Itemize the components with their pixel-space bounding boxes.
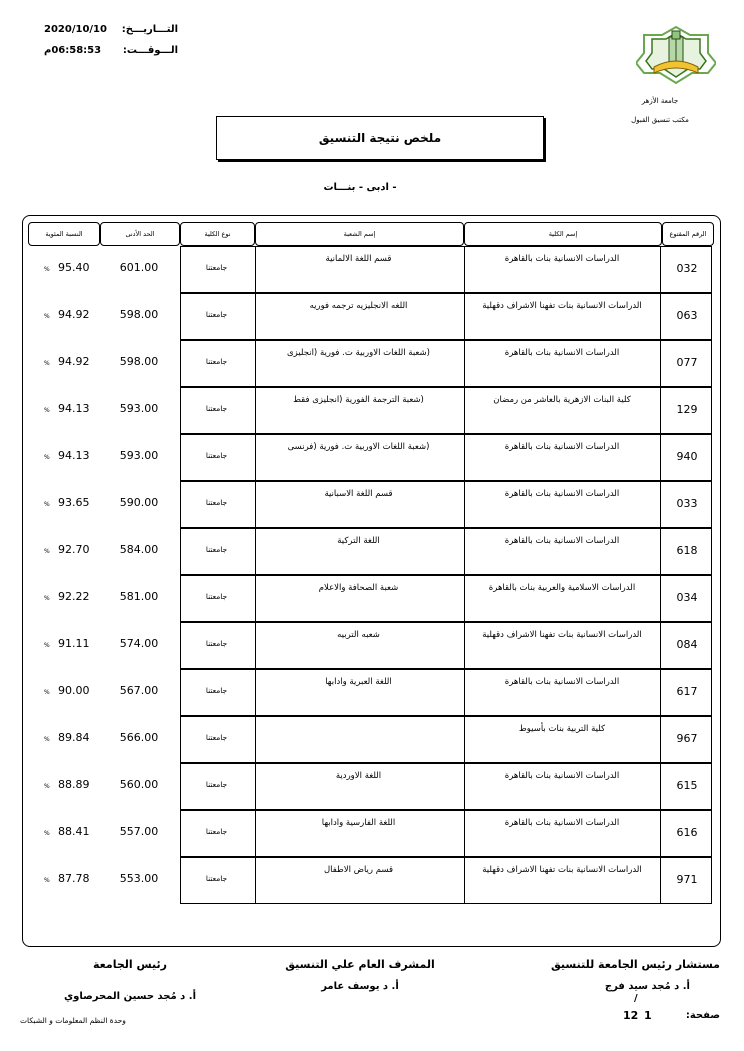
- university-logo: [636, 25, 716, 87]
- cell-pct-sign: %: [44, 736, 50, 743]
- cell-type: جامعتنا: [205, 357, 228, 366]
- cell-pct: 89.84: [58, 731, 90, 744]
- cell-min: 581.00: [119, 590, 159, 603]
- cell-pct: 93.65: [58, 496, 90, 509]
- cell-pct-sign: %: [44, 313, 50, 320]
- cell-pct: 88.41: [58, 825, 90, 838]
- column-divider: [660, 810, 661, 857]
- cell-min: 601.00: [119, 261, 159, 274]
- cell-code: 615: [676, 779, 698, 792]
- cell-college: كلية التربية بنات بأسيوط: [518, 724, 606, 734]
- cell-type: جامعتنا: [205, 874, 228, 883]
- col-header-type: [180, 222, 255, 246]
- cell-pct-sign: %: [44, 642, 50, 649]
- cell-type: جامعتنا: [205, 404, 228, 413]
- col-header-code-label: الرقم المقتوع: [669, 230, 707, 238]
- column-divider: [660, 434, 661, 481]
- column-divider: [660, 763, 661, 810]
- cell-college: الدراسات الانسانية بنات تفهنا الاشراف دقهلية: [482, 865, 642, 875]
- cell-pct-sign: %: [44, 501, 50, 508]
- cell-type: جامعتنا: [205, 451, 228, 460]
- cell-code: 084: [676, 638, 698, 651]
- cell-type: جامعتنا: [205, 498, 228, 507]
- cell-college: الدراسات الانسانية بنات بالقاهرة: [504, 771, 620, 781]
- cell-pct: 94.92: [58, 308, 90, 321]
- cell-code: 129: [676, 403, 698, 416]
- column-divider: [660, 857, 661, 904]
- col-header-type-label: نوع الكلية: [204, 230, 231, 238]
- cell-type: جامعتنا: [205, 545, 228, 554]
- col-header-min: [100, 222, 180, 246]
- cell-code: 617: [676, 685, 698, 698]
- cell-type: جامعتنا: [205, 592, 228, 601]
- signature-2-name: أ. د يوسف عامر: [321, 981, 399, 992]
- cell-pct-sign: %: [44, 689, 50, 696]
- column-divider: [660, 293, 661, 340]
- cell-min: 566.00: [119, 731, 159, 744]
- column-divider: [660, 716, 661, 763]
- col-header-college-label: إسم الكلية: [548, 230, 578, 238]
- column-divider: [660, 481, 661, 528]
- cell-branch: اللغه الانجليزيه ترجمه فوريه: [309, 301, 408, 311]
- cell-pct: 94.13: [58, 402, 90, 415]
- cell-pct: 92.22: [58, 590, 90, 603]
- cell-type: جامعتنا: [205, 827, 228, 836]
- time-label: الـــوقـــت:: [122, 45, 178, 56]
- cell-college: كلية البنات الازهرية بالعاشر من رمضان: [493, 395, 631, 405]
- cell-branch: اللغة العبرية وادابها: [325, 677, 392, 687]
- cell-code: 034: [676, 591, 698, 604]
- cell-branch: اللغة التركية: [337, 536, 380, 546]
- cell-type: جامعتنا: [205, 733, 228, 742]
- page-current: 1: [644, 1009, 652, 1022]
- cell-type: جامعتنا: [205, 263, 228, 272]
- cell-code: 063: [676, 309, 698, 322]
- cell-code: 077: [676, 356, 698, 369]
- time-value: 06:58:53م: [44, 45, 102, 56]
- signature-1-name: أ. د مُجد سيد فرج: [604, 981, 690, 992]
- cell-pct-sign: %: [44, 454, 50, 461]
- cell-branch: اللغة الاوردية: [335, 771, 382, 781]
- cell-pct-sign: %: [44, 407, 50, 414]
- cell-branch: (شعبة الترجمة الفورية (انجليزى فقط: [293, 395, 424, 405]
- cell-type: جامعتنا: [205, 780, 228, 789]
- column-divider: [660, 387, 661, 434]
- col-header-pct: [28, 222, 100, 246]
- cell-college: الدراسات الانسانية بنات بالقاهرة: [504, 489, 620, 499]
- col-header-college: [464, 222, 662, 246]
- org-name: جامعة الأزهر: [641, 97, 679, 105]
- cell-code: 971: [676, 873, 698, 886]
- cell-branch: (شعبة اللغات الاوربية ت. فورية (فرنسى: [287, 442, 430, 452]
- date-value: 2020/10/10: [44, 24, 107, 35]
- cell-min: 567.00: [119, 684, 159, 697]
- column-divider: [660, 528, 661, 575]
- date-label: التـــاريـــخ:: [121, 24, 178, 35]
- col-header-code: [662, 222, 714, 246]
- cell-college: الدراسات الانسانية بنات بالقاهرة: [504, 254, 620, 264]
- cell-pct: 90.00: [58, 684, 90, 697]
- cell-branch: قسم رياض الاطفال: [323, 865, 394, 875]
- cell-min: 557.00: [119, 825, 159, 838]
- cell-pct: 87.78: [58, 872, 90, 885]
- col-header-pct-label: النسبة المئوية: [45, 230, 83, 238]
- cell-college: الدراسات الانسانية بنات بالقاهرة: [504, 677, 620, 687]
- cell-min: 598.00: [119, 355, 159, 368]
- cell-college: الدراسات الانسانية بنات تفهنا الاشراف دقهلية: [482, 301, 642, 311]
- cell-type: جامعتنا: [205, 686, 228, 695]
- cell-code: 032: [676, 262, 698, 275]
- cell-college: الدراسات الانسانية بنات بالقاهرة: [504, 348, 620, 358]
- cell-branch: قسم اللغة الالمانية: [325, 254, 392, 264]
- cell-pct-sign: %: [44, 360, 50, 367]
- cell-pct: 94.13: [58, 449, 90, 462]
- cell-min: 598.00: [119, 308, 159, 321]
- col-header-branch-label: إسم الشعبة: [343, 230, 376, 238]
- cell-min: 590.00: [119, 496, 159, 509]
- cell-min: 593.00: [119, 449, 159, 462]
- cell-pct: 94.92: [58, 355, 90, 368]
- cell-pct: 91.11: [58, 637, 90, 650]
- cell-branch: قسم اللغة الاسبانية: [324, 489, 393, 499]
- report-subtitle: - ادبى - بنـــات: [323, 182, 397, 193]
- cell-type: جامعتنا: [205, 639, 228, 648]
- cell-min: 560.00: [119, 778, 159, 791]
- cell-code: 940: [676, 450, 698, 463]
- column-divider: [660, 246, 661, 293]
- cell-college: الدراسات الانسانية بنات بالقاهرة: [504, 536, 620, 546]
- column-divider: [660, 340, 661, 387]
- cell-min: 574.00: [119, 637, 159, 650]
- cell-code: 967: [676, 732, 698, 745]
- cell-college: الدراسات الانسانية بنات بالقاهرة: [504, 442, 620, 452]
- cell-code: 033: [676, 497, 698, 510]
- cell-pct-sign: %: [44, 830, 50, 837]
- cell-min: 584.00: [119, 543, 159, 556]
- column-divider: [660, 669, 661, 716]
- report-title: ملخص نتيجة التنسيق: [318, 131, 442, 145]
- cell-code: 616: [676, 826, 698, 839]
- unit-name: وحدة النظم المعلومات و الشبكات: [20, 1016, 126, 1025]
- cell-college: الدراسات الاسلامية والعربية بنات بالقاهرة: [488, 583, 636, 593]
- column-divider: [660, 575, 661, 622]
- cell-branch: اللغة الفارسية وادابها: [321, 818, 396, 828]
- cell-branch: (شعبة اللغات الاوربية ت. فورية (انجليزى: [287, 348, 430, 358]
- cell-pct-sign: %: [44, 266, 50, 273]
- cell-pct: 95.40: [58, 261, 90, 274]
- cell-min: 593.00: [119, 402, 159, 415]
- col-header-min-label: الحد الأدنى: [125, 230, 155, 238]
- signature-3-name: أ. د مُجد حسين المحرصاوي: [63, 991, 197, 1002]
- signature-2-title: المشرف العام علي التنسيق: [285, 958, 435, 971]
- office-name: مكتب تنسيق القبول: [631, 116, 689, 124]
- cell-branch: شعبه التربيه: [337, 630, 380, 640]
- cell-college: الدراسات الانسانية بنات تفهنا الاشراف دقهلية: [482, 630, 642, 640]
- cell-pct-sign: %: [44, 783, 50, 790]
- cell-pct: 88.89: [58, 778, 90, 791]
- column-divider: [255, 716, 256, 763]
- page-separator: /: [634, 993, 638, 1004]
- page-label: صفحة:: [685, 1010, 720, 1021]
- column-divider: [660, 622, 661, 669]
- page-total: 12: [623, 1009, 639, 1022]
- cell-pct-sign: %: [44, 595, 50, 602]
- signature-3-title: رئيس الجامعة: [93, 958, 167, 971]
- cell-pct: 92.70: [58, 543, 90, 556]
- signature-1-title: مستشار رئيس الجامعة للتنسيق: [551, 958, 720, 971]
- cell-type: جامعتنا: [205, 310, 228, 319]
- report-title-box: [216, 116, 544, 160]
- cell-pct-sign: %: [44, 877, 50, 884]
- cell-branch: شعبة الصحافة والاعلام: [318, 583, 399, 593]
- cell-min: 553.00: [119, 872, 159, 885]
- cell-college: الدراسات الانسانية بنات بالقاهرة: [504, 818, 620, 828]
- col-header-branch: [255, 222, 464, 246]
- cell-code: 618: [676, 544, 698, 557]
- cell-pct-sign: %: [44, 548, 50, 555]
